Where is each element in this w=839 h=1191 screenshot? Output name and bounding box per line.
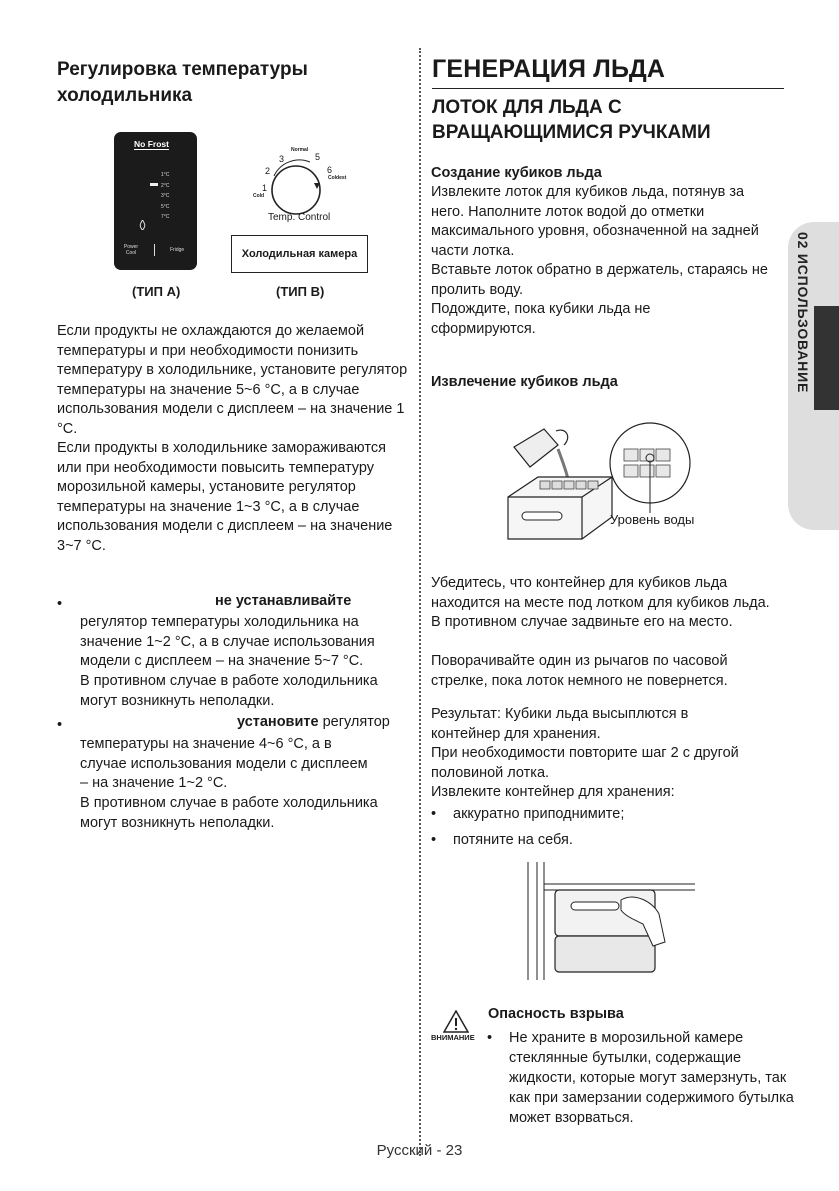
list-bullet: •	[431, 806, 437, 822]
fridge-compartment-box: Холодильная камера	[231, 235, 368, 273]
create-cubes-text-2: Вставьте лоток обратно в держатель, стараясь не пролить воду.	[431, 262, 768, 298]
paragraph-repeat: При необходимости повторите шаг 2 с другой половиной лотка.	[431, 745, 739, 781]
warning-triangle-icon	[443, 1010, 469, 1033]
chapter-tab-marker	[814, 306, 839, 410]
step-lift: аккуратно приподнимите;	[453, 806, 625, 822]
sub-heading: ЛОТОК ДЛЯ ЛЬДА С ВРАЩАЮЩИМИСЯ РУЧКАМИ	[432, 97, 711, 143]
paragraph-check-container: Убедитесь, что контейнер для кубиков льда находится на месте под лотком для кубиков льда. В противном случае задвиньте его на место.	[431, 575, 770, 630]
step-pull: потяните на себя.	[453, 831, 573, 848]
fridge-button: Fridge	[170, 247, 185, 253]
brand-label: No Frost	[134, 139, 169, 149]
dial-cold-label: Cold	[253, 193, 265, 199]
dial-number-2: 2	[265, 166, 271, 176]
display-panel-type-a	[114, 132, 197, 270]
create-cubes-text-3: Подождите, пока кубики льда не сформируются.	[431, 301, 651, 337]
dial-number-6: 6	[327, 165, 333, 175]
bullet-2-dot: •	[57, 717, 63, 733]
caution-label: ВНИМАНИЕ	[431, 1033, 475, 1042]
dial-coldest-label: Coldest	[328, 175, 347, 181]
drawer-illustration	[525, 862, 695, 980]
bullet-2-text-2: В противном случае в работе холодильника могут возникнуть неполадки.	[80, 795, 378, 831]
warning-body: Не храните в морозильной камере стеклянные бутылки, содержащие жидкости, которые могут замерзнуть, так как при замерзании содержимого бутылка может взорваться.	[509, 1030, 794, 1126]
water-level-label: Уровень воды	[610, 512, 695, 527]
paragraph-lower-temp: Если продукты не охлаждаются до желаемой температуры и при необходимости понизить температуру в холодильнике, установите регулятор температуры на значение 5~6 °C, а в случае использования модели с дисплеем – на значение 1 °C.	[57, 323, 408, 437]
bullet-1-dot: •	[57, 596, 63, 612]
chapter-tab-label: 02 ИСПОЛЬЗОВАНИЕ	[795, 232, 811, 394]
dial-number-3: 3	[279, 154, 285, 164]
paragraph-raise-temp: Если продукты в холодильнике замораживаются или при необходимости повысить температуру морозильной камеры, установите регулятор температуры на значение 1~3 °C, а в случае использования модели с дисплеем – на значение 3~7 °C.	[57, 440, 393, 554]
heading-rule	[432, 88, 784, 89]
snowflake-icon	[138, 220, 147, 230]
dial-number-5: 5	[315, 152, 321, 162]
warning-title: Опасность взрыва	[488, 1006, 624, 1022]
bullet-1-bold: не устанавливайте	[215, 593, 352, 609]
bullet-2-text: температуры на значение 4~6 °C, а в случае использования модели с дисплеем – на значение 1~2 °C.	[80, 736, 368, 791]
power-cool-button: Power Cool	[123, 244, 139, 256]
page-footer: Русский - 23	[376, 1142, 463, 1159]
level-2: 2°C	[161, 182, 170, 189]
level-1: 1°C	[161, 172, 170, 178]
create-cubes-title: Создание кубиков льда	[431, 165, 602, 181]
bullet-1-text: регулятор температуры холодильника на значение 1~2 °C, а в случае использования модели с дисплеем – на значение 5~7 °C.	[80, 614, 375, 669]
dial-normal-label: Normal	[291, 147, 309, 153]
section-title: Регулировка температуры холодильника	[57, 59, 308, 106]
level-list	[161, 170, 169, 223]
paragraph-turn-lever: Поворачивайте один из рычагов по часовой стрелке, пока лоток немного не повернется.	[431, 653, 728, 689]
level-7: 7°C	[161, 214, 170, 220]
bullet-1-text-2: В противном случае в работе холодильника могут возникнуть неполадки.	[80, 673, 378, 709]
list-bullet: •	[431, 831, 437, 848]
type-b-label: (ТИП В)	[276, 284, 325, 299]
panel-divider	[154, 244, 155, 256]
paragraph-result: Результат: Кубики льда высыплются в контейнер для хранения.	[431, 706, 689, 742]
bullet-2-bold-word: установите	[237, 714, 319, 730]
paragraph-take-out: Извлеките контейнер для хранения:	[431, 784, 675, 800]
list-item	[431, 805, 771, 825]
level-5: 5°C	[161, 203, 170, 210]
level-3: 3°C	[161, 193, 170, 199]
dial-number-1: 1	[262, 183, 268, 193]
ice-tray-illustration	[500, 415, 730, 550]
warning-text	[487, 1028, 809, 1128]
type-a-label: (ТИП А)	[132, 284, 181, 299]
column-divider	[419, 48, 421, 1156]
bullet-2-tail: регулятор	[322, 714, 390, 730]
level-indicator	[150, 183, 158, 186]
warning-bullet: •	[487, 1030, 493, 1046]
steps-list	[431, 805, 771, 850]
remove-cubes-title: Извлечение кубиков льда	[431, 374, 618, 390]
dial-caption: Temp. Control	[268, 212, 331, 223]
bullet-2-bold	[237, 713, 390, 733]
main-heading: ГЕНЕРАЦИЯ ЛЬДА	[432, 55, 666, 83]
create-cubes-text: Извлеките лоток для кубиков льда, потянув за него. Наполните лоток водой до отметки максимального уровня, обозначенной на задней части лотка.	[431, 184, 759, 259]
list-item	[431, 831, 771, 851]
